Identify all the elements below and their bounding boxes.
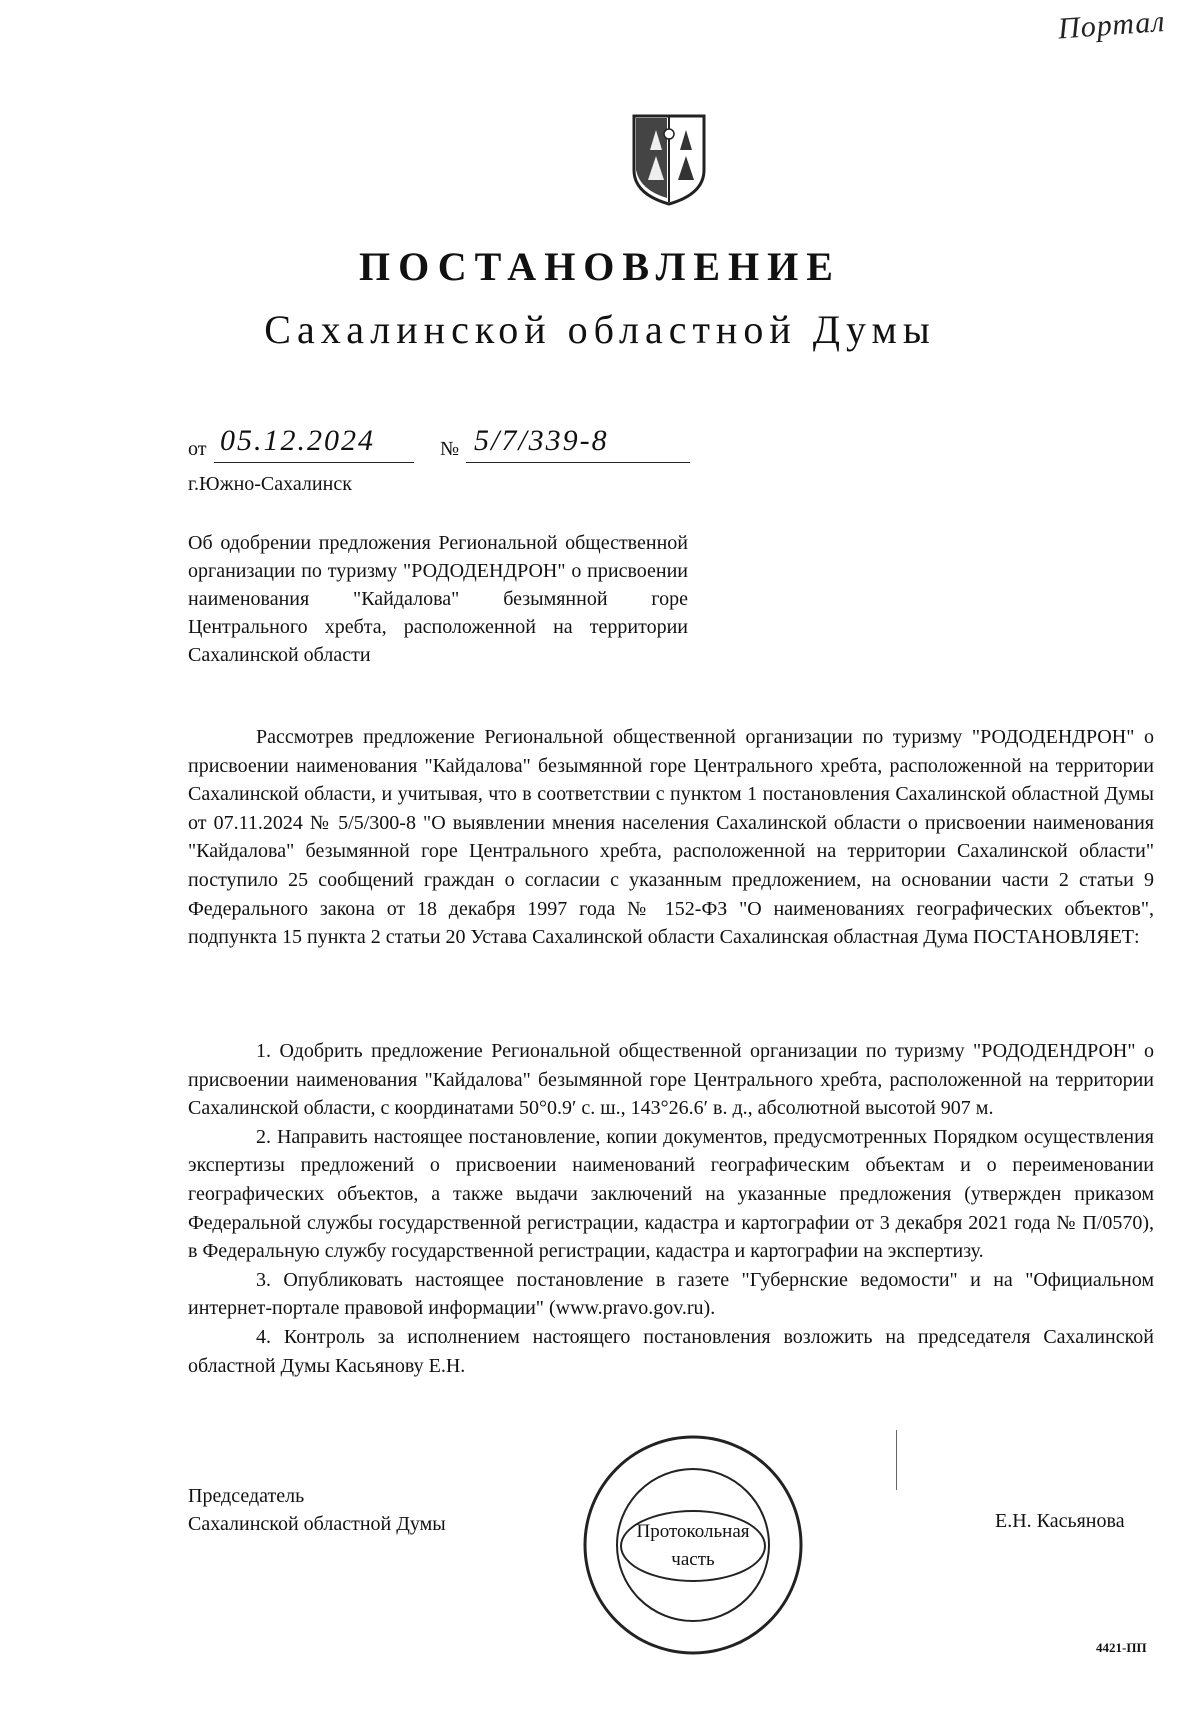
document-subject: Об одобрении предложения Региональной общественной организации по туризму "РОДОДЕНДРОН" о присвоении наименования "Кайдалова" безымянной горе Центрального хребта, расположенной на территории Сахалинской области (188, 532, 688, 666)
position-line-1: Председатель (188, 1485, 305, 1507)
resolution-item-4: 4. Контроль за исполнением настоящего постановления возложить на председателя Сахалинской областной Думы Касьянову Е.Н. (188, 1325, 1154, 1377)
number-underline (466, 462, 690, 463)
date-number-line (188, 424, 708, 464)
stamp-center-line-2: часть (671, 1549, 715, 1570)
document-title: ПОСТАНОВЛЕНИЕ (359, 244, 841, 289)
signatory-name: Е.Н. Касьянова (995, 1510, 1125, 1532)
stamp-center (620, 1510, 766, 1582)
number-label: № (440, 438, 460, 460)
resolution-items (188, 1037, 1154, 1380)
preamble: Рассмотрев предложение Региональной общественной организации по туризму "РОДОДЕНДРОН" о присвоении наименования "Кайдалова" безымянной горе Центрального хребта, расположенной на территории Сахалинской области, и учитывая, что в соответствии с пунктом 1 постановления Сахалинской областной Думы от 07.11.2024 № 5/5/300-8 "О выявлении мнения населения Сахалинской области о присвоении наименования "Кайдалова" безымянной горе Центрального хребта, расположенной на территории Сахалинской области" поступило 25 сообщений граждан о согласии с указанным предложением, на основании части 2 статьи 9 Федерального закона от 18 декабря 1997 года № 152-ФЗ "О наименованиях географических объектов", подпункта 15 пункта 2 статьи 20 Устава Сахалинской области Сахалинская областная Дума ПОСТАНОВЛЯЕТ: (188, 726, 1154, 949)
position-line-2: Сахалинской областной Думы (188, 1513, 446, 1535)
signatory-position (188, 1482, 446, 1538)
resolution-item-2: 2. Направить настоящее постановление, копии документов, предусмотренных Порядком осуществления экспертизы предложений о присвоении наименований географическим объектам и о переименовании географических объектов, а также выдачи заключений на указанные предложения (утвержден приказом Федеральной службы государственной регистрации, кадастра и картографии от 3 декабря 2021 года № П/0570), в Федеральную службу государственной регистрации, кадастра и картографии на экспертизу. (188, 1125, 1154, 1263)
city: г.Южно-Сахалинск (188, 473, 352, 495)
resolution-item-3: 3. Опубликовать настоящее постановление в газете "Губернские ведомости" и на "Официальном интернет-портале правовой информации" (www.pravo.gov.ru). (188, 1268, 1154, 1320)
document-subtitle: Сахалинской областной Думы (264, 307, 936, 352)
date-label: от (188, 438, 207, 460)
number-value: 5/7/339-8 (474, 424, 609, 457)
date-underline (214, 462, 414, 463)
sakhalin-coat-of-arms-icon (630, 110, 708, 206)
stamp-center-line-1: Протокольная (636, 1521, 750, 1542)
margin-line (896, 1430, 897, 1490)
document-code: 4421-ПП (1096, 1640, 1147, 1655)
resolution-item-1: 1. Одобрить предложение Региональной общественной организации по туризму "РОДОДЕНДРОН" о присвоении наименования "Кайдалова" безымянной горе Центрального хребта, расположенной на территории Сахалинской области, с координатами 50°0.9′ с. ш., 143°26.6′ в. д., абсолютной высотой 907 м. (188, 1040, 1154, 1120)
date-value: 05.12.2024 (220, 424, 375, 457)
handwritten-corner-note: Портал (1056, 5, 1167, 46)
